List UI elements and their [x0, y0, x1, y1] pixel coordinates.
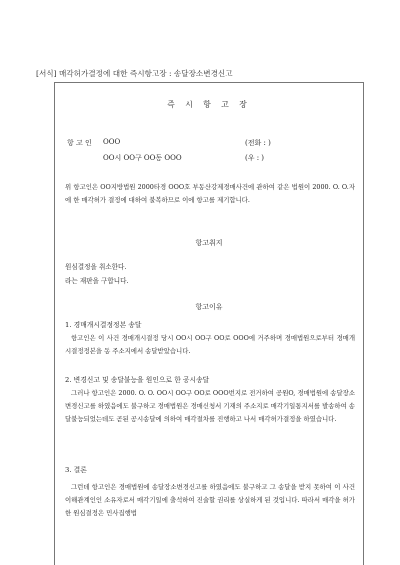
section-2-title: 2. 변경신고 및 송달불능을 원인으로 한 공시송달	[65, 376, 210, 384]
section-3-title: 3. 결론	[65, 466, 87, 474]
section-1-text: 항고인은 이 사건 경매개시결정 당시 OO시 OO구 OO로 OOO에 거주하며 경매법원으로부터 경매개시결정정본을 동 주소지에서 송달받았습니다.	[65, 334, 355, 355]
purpose-line-1: 원심결정을 취소한다.	[65, 263, 127, 271]
section-1-title: 1. 경매개시결정정본 송달	[65, 321, 142, 329]
section-3-text: 그런데 항고인은 경매법원에 송달장소변경신고를 하였음에도 불구하고 그 송달을 받지 못하여 이 사건 이해관계인인 소유자로서 매각기일에 출석하여 진술할 권리를 상실하게 된 것입니다. 따라서 매각을 허가한 원심결정은 민사집행법	[65, 483, 355, 517]
appellant-zip: (우 : )	[245, 154, 265, 162]
document-title: 즉 시 항 고 장	[167, 100, 251, 109]
appellant-address: OO시 OO구 OO동 OOO	[103, 154, 182, 162]
section-2-text: 그러나 항고인은 2000. O. O. OO시 OO구 OO로 OOO번지로 전거하여 공원O, 경매법원에 송달장소변경신고를 하였음에도 불구하고 경매법원은 경매신청서 기재의 주소지로 매각기일통지서를 발송하여 송달불능되었는데도 곧된 공시송달에 의하여 매각절차를 진행하고 나서 매각허가결정을 하였습니다.	[65, 389, 355, 423]
appellant-phone: (전화 : )	[245, 139, 271, 147]
purpose-heading: 항고취지	[195, 239, 223, 247]
appellant-name: OOO	[103, 138, 121, 146]
form-caption: [서식] 매각허가결정에 대한 즉시항고장 : 송달장소변경신고	[36, 69, 233, 78]
appellant-label: 항 고 인	[67, 139, 92, 147]
document-frame	[54, 82, 364, 565]
reasons-heading: 항고이유	[195, 303, 223, 311]
intro-paragraph: 위 항고인은 OO지방법원 2000타경 OOO호 부동산강제경매사건에 관하여 같은 법원이 2000. O. O.자에 한 매각허가 결정에 대하여 불복하므로 이에 항고를 제기합니다.	[65, 183, 355, 204]
purpose-line-2: 라는 재판을 구합니다.	[65, 277, 129, 285]
